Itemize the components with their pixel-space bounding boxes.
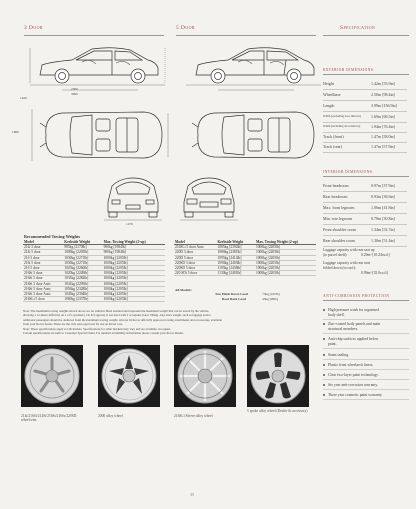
note-line-3: additional passengers should be deducted from the maximum towing weight. Always fit Rover officially approved towing attachments and accessories, available <box>23 317 223 322</box>
spec-row-front-headroom: Front headroom 0.97m [37.9in] <box>323 183 407 190</box>
interior-dimensions-title: INTERIOR DIMENSIONS <box>323 170 373 174</box>
col-max-tow-right: Max. Towing Weight (2-up) <box>255 240 316 245</box>
max-tow-cell: 1000kg [2205lb] <box>103 286 165 291</box>
five-door-heading: 5 Door <box>176 25 195 31</box>
model-cell: 216Si 5 door <box>23 276 63 281</box>
kerbside-cell: 1020kg [2249lb] <box>63 271 102 276</box>
kerbside-cell: 1000kg [2205lb] <box>63 250 102 255</box>
all-models-label: All Models: <box>175 288 192 292</box>
alloy-wheel-2000-caption: 2000 alloy wheel <box>98 414 123 418</box>
towing-right-row <box>174 271 316 276</box>
luggage-line-3: Luggage capacity with rear seat <box>323 261 370 265</box>
exterior-rule <box>323 74 409 75</box>
max-tow-cell: 1000kg [2205lb] <box>255 250 316 255</box>
max-tow-cell: 1000kg [2205lb] <box>255 255 316 260</box>
page-number: 35 <box>190 492 194 497</box>
three-door-rear-drawing <box>98 172 168 222</box>
note-line-2: allowing a 12-metre difficulty on a 12% gradient (1 in 8.3 approx) at sea level with 2 occupants [total 150kg]. Any extra weight, such as luggage and/or <box>23 313 211 318</box>
spec-row-rear-shoulder: Rear shoulder room 1.30m [51.4in] <box>323 238 407 245</box>
max-tow-cell: 900kg [1984lb] <box>103 245 165 250</box>
model-cell: 214i 5 door <box>23 250 63 255</box>
alloy-wheel-2000-image <box>98 345 160 407</box>
wheel-trim-photo <box>21 345 83 407</box>
three-door-side-drawing <box>20 38 170 98</box>
model-cell: 216Si 3 door <box>23 271 63 276</box>
luggage-line-2: (to parcel shelf): <box>323 253 348 257</box>
spec-row-rear-legroom: Min. rear legroom 0.78m [30.8in] <box>323 216 407 223</box>
spec-row-track-front: Track (front) 1.47m [58.0in] <box>323 134 407 141</box>
col-model-right: Model <box>174 240 216 245</box>
five-door-front-drawing <box>174 172 244 222</box>
interior-rule <box>323 176 409 177</box>
max-tow-cell: 1000kg [2205lb] <box>255 271 316 276</box>
header-rule-left <box>24 35 164 36</box>
model-cell: 216 5 door <box>23 266 63 271</box>
model-cell: 220D 5 door <box>174 255 216 260</box>
towing-left-row <box>23 297 165 302</box>
roof-rack-value: 45kg [99lb] <box>262 297 278 301</box>
model-cell: 216Si 3 door Auto <box>23 281 63 286</box>
kerbside-cell: 1045kg [2304lb] <box>63 292 102 297</box>
model-cell: 220SD 3 door <box>174 260 216 265</box>
spec-row-rear-headroom: Rear headroom 0.93m [36.6in] <box>323 194 407 201</box>
alloy-wheel-2000-photo <box>98 345 160 407</box>
roof-rack-label: Roof Rack Load <box>222 297 246 301</box>
note-line-5: Note: These specifications apply to UK models. Specifications for other markets may vary and are available on request. <box>23 326 172 331</box>
col-kerbside-right: Kerbside Weight <box>216 240 254 245</box>
kerbside-cell: 1030kg [2271lb] <box>63 255 102 260</box>
model-cell: 216 3 door <box>23 255 63 260</box>
sleeve-alloy-wheel-photo <box>174 345 236 407</box>
note-line-4: from your Rover dealer. These are the only ones approved for use on Rover cars. <box>23 322 123 327</box>
anticorrosion-title: ANTI-CORROSION PROTECTION <box>323 294 390 298</box>
col-model: Model <box>23 240 63 245</box>
model-cell: 216i 5 door <box>23 260 63 265</box>
exterior-dimensions-title: EXTERIOR DIMENSIONS <box>323 68 374 72</box>
kerbside-cell: 1041kg [2295lb] <box>63 281 102 286</box>
note-line-1: Note: The maximum towing weights shown above are on vehicles fitted standard and represent the maximum weight that can be towed by the vehicle, <box>23 309 210 313</box>
model-cell: 220 SDi 5 door <box>174 271 216 276</box>
sleeve-alloy-wheel-image <box>174 345 236 407</box>
max-tow-cell: 1000kg [2205lb] <box>255 266 316 271</box>
model-cell: 216Si 5 door Auto <box>23 286 63 291</box>
kerbside-cell: 1080kg [2381lb] <box>216 250 254 255</box>
spec-page: 3 Door 5 Door Specification 2500 3990 1690 1470 1420 EXTERIOR DIMENSIONS Height 1.42m [55.9in] Wheelbase 2.50m [98.4in] Length 3.99m [156.9in] Width (excluding door mirrors) 1.69m [66.5in] Width (including door mirrors) 1.94m [76.4in] Track (front) 1.47m [58.0in] Track (rear) 1.47m [57.9in] INTERIOR DIMENSIONS Front headroom 0.97m [37.9in] Rear headroom 0.93m [36.6in] Max. front legroom 1.06m [41.8in] Min. rear legroom 0.78m [30.8in] Front shoulder room 1.34m [52.7in] Rear shoulder room 1.30m [51.4in] Luggage capacity with rear seat up (to parcel shelf): 0.29m³ [10.24cu.ft] Luggage capacity with rear seat folded down (to roof): 0.99m³ [35.0cu.ft] ANTI-CORROSION PROTECTION High pressure wash for organised body shell. Zinc-coated body panels and main structural members. Anti-chip surfaces applied below paint. Seam sealing. Plastic front wheelarch liners. Clear two-layer paint technology. Six year anti-corrosion warranty. Three year cosmetic paint warranty. Recommended Towing Weights Model Kerbside Weight Max. Towing Weight (2-up) 214i 3 door 985kg [2170lb] 900kg [1984lb] 214i 5 door 1000kg [2205lb] 900kg [1984lb] 216 3 door 1030kg [2271lb] 1000kg [2205lb] 216i 5 door 1030kg [2271lb] 1000kg [2205lb] 216 5 door 1025kg [2260lb] 1000kg [2205lb] 216Si 3 door 1020kg [2249lb] 1000kg [2205lb] 216Si 5 door 1035kg [2282lb] 1000kg [2205lb] 216Si 3 door Auto 1041kg [2295lb] 1000kg [2205lb] 216Si 5 door Auto 1056kg [2328lb] 1000kg [2205lb] 216Si 3 door Auto 1045kg [2304lb] 1000kg [2205lb] 216SLi 5 door 1060kg [2337lb] 1000kg [2205lb] Model Kerbside Weight Max. Towing Weight (2-up) 216SLi 5 door Auto 1085kg [2392lb] 1000kg [2205lb] 220D 3 door 1080kg [2381lb] 1000kg [2205lb] 220D 5 door 1095kg [2414lb] 1000kg [2205lb] 220SD 3 door 1090kg [2403lb] 1000kg [2205lb] 220SD 5 door 1105kg [2436lb] 1000kg [2205lb] 220 SDi 5 door 1130kg [2491lb] 1000kg [2205lb] All Models: Tow Hitch Down Load 75kg [165lb] Roof Rack Load 45kg [99lb] Note: The maximum towing weights shown above are on vehicles fitted standard and represent the maximum weight that can be towed by the vehicle, allowing a 12-metre difficulty on a 12% gradient (1 in 8.3 approx) at sea level with 2 occupants [total 150kg]. Any extra weight, such as luggage and/or additional passengers should be deducted from the maximum towing weight. Always fit Rover officially approved towing attachments and accessories, available from your Rover dealer. These are the only ones approved for use on Rover cars. Note: These specifications apply to UK models. Specifications for other markets may vary and are available on request. Certain specifications are built to Customer Special Order. For detailed availability information please consult your Rover Dealer. 214i/216Si/214Si/216Si/216Ss/220SD wheel trim 2000 alloy wheel 216SLi Sleeve alloy wheel 5 spoke alloy wheel (Dealer fit accessory) 35 <box>0 0 416 509</box>
five-spoke-caption: 5 spoke alloy wheel (Dealer fit accessory) <box>247 409 308 413</box>
spec-row-track-rear: Track (rear) 1.47m [57.9in] <box>323 144 407 151</box>
three-door-wheelbase-label: 2500 <box>71 87 78 91</box>
max-tow-cell: 1000kg [2205lb] <box>103 276 165 281</box>
header-rule-right <box>323 35 409 36</box>
col-kerbside: Kerbside Weight <box>63 240 102 245</box>
max-tow-cell: 1000kg [2205lb] <box>103 266 165 271</box>
model-cell: 216SLi 5 door Auto <box>174 245 216 250</box>
max-tow-cell: 1000kg [2205lb] <box>103 260 165 265</box>
max-tow-cell: 900kg [1984lb] <box>103 250 165 255</box>
anticorrosion-rule <box>323 300 409 301</box>
max-tow-cell: 1000kg [2205lb] <box>103 297 165 302</box>
max-tow-cell: 1000kg [2205lb] <box>103 271 165 276</box>
kerbside-cell: 1060kg [2337lb] <box>63 297 102 302</box>
spec-row-length: Length 3.99m [156.9in] <box>323 103 407 110</box>
kerbside-cell: 1085kg [2392lb] <box>216 245 254 250</box>
max-tow-cell: 1000kg [2205lb] <box>103 292 165 297</box>
header-rule-middle <box>176 35 316 36</box>
three-door-heading: 3 Door <box>24 25 43 31</box>
col-max-tow: Max. Towing Weight (2-up) <box>103 240 165 245</box>
spec-row-front-legroom: Max. front legroom 1.06m [41.8in] <box>323 205 407 212</box>
specification-heading: Specification <box>340 25 376 31</box>
five-door-top-drawing <box>176 105 326 165</box>
spec-row-wheelbase: Wheelbase 2.50m [98.4in] <box>323 92 407 99</box>
wheel-trim-caption: 214i/216Si/214Si/216Si/216Ss/220SD wheel trim <box>21 414 77 423</box>
five-spoke-alloy-wheel-image <box>247 345 309 407</box>
towing-table-right <box>174 240 316 276</box>
track-label: 1470 <box>126 222 133 226</box>
five-door-side-drawing <box>176 38 326 98</box>
model-cell: 216SLi 5 door <box>23 297 63 302</box>
max-tow-cell: 1000kg [2205lb] <box>255 245 316 250</box>
kerbside-cell: 1025kg [2260lb] <box>63 266 102 271</box>
towing-table-left <box>23 240 165 302</box>
three-door-length-label: 3990 <box>71 92 78 96</box>
sleeve-alloy-caption: 216SLi Sleeve alloy wheel <box>174 414 213 418</box>
three-door-width-label: 1690 <box>12 130 19 134</box>
kerbside-cell: 985kg [2170lb] <box>63 245 102 250</box>
model-cell: 214i 3 door <box>23 245 63 250</box>
spec-row-width-excl: Width (excluding door mirrors) 1.69m [66.5in] <box>323 114 407 121</box>
kerbside-cell: 1035kg [2282lb] <box>63 276 102 281</box>
kerbside-cell: 1105kg [2436lb] <box>216 266 254 271</box>
kerbside-cell: 1095kg [2414lb] <box>216 255 254 260</box>
model-cell: 220SD 5 door <box>174 266 216 271</box>
luggage-value-1: 0.29m³ [10.24cu.ft] <box>361 253 390 257</box>
wheel-trim-image <box>21 345 83 407</box>
kerbside-cell: 1090kg [2403lb] <box>216 260 254 265</box>
max-tow-cell: 1000kg [2205lb] <box>103 255 165 260</box>
height-label: 1420 <box>20 96 27 100</box>
three-door-top-drawing <box>24 105 174 165</box>
towing-title: Recommended Towing Weights <box>24 234 80 239</box>
model-cell: 216Si 3 door Auto <box>23 292 63 297</box>
spec-row-height: Height 1.42m [55.9in] <box>323 81 407 88</box>
luggage-line-4: folded down (to roof): <box>323 266 356 270</box>
model-cell: 220D 3 door <box>174 250 216 255</box>
tow-hitch-label: Tow Hitch Down Load <box>215 292 248 296</box>
note-line-6: Certain specifications are built to Customer Special Order. For detailed availability information please consult your Rover Dealer. <box>23 331 184 336</box>
tow-hitch-value: 75kg [165lb] <box>262 292 280 296</box>
luggage-value-2: 0.99m³ [35.0cu.ft] <box>361 271 388 275</box>
spec-row-front-shoulder: Front shoulder room 1.34m [52.7in] <box>323 227 407 234</box>
towing-notes <box>23 309 315 335</box>
kerbside-cell: 1030kg [2271lb] <box>63 260 102 265</box>
luggage-line-1: Luggage capacity with rear seat up <box>323 248 375 252</box>
max-tow-cell: 1000kg [2205lb] <box>103 281 165 286</box>
kerbside-cell: 1056kg [2328lb] <box>63 286 102 291</box>
five-spoke-alloy-wheel-photo <box>247 345 309 407</box>
kerbside-cell: 1130kg [2491lb] <box>216 271 254 276</box>
spec-row-width-incl: Width (including door mirrors) 1.94m [76.4in] <box>323 124 407 131</box>
max-tow-cell: 1000kg [2205lb] <box>255 260 316 265</box>
